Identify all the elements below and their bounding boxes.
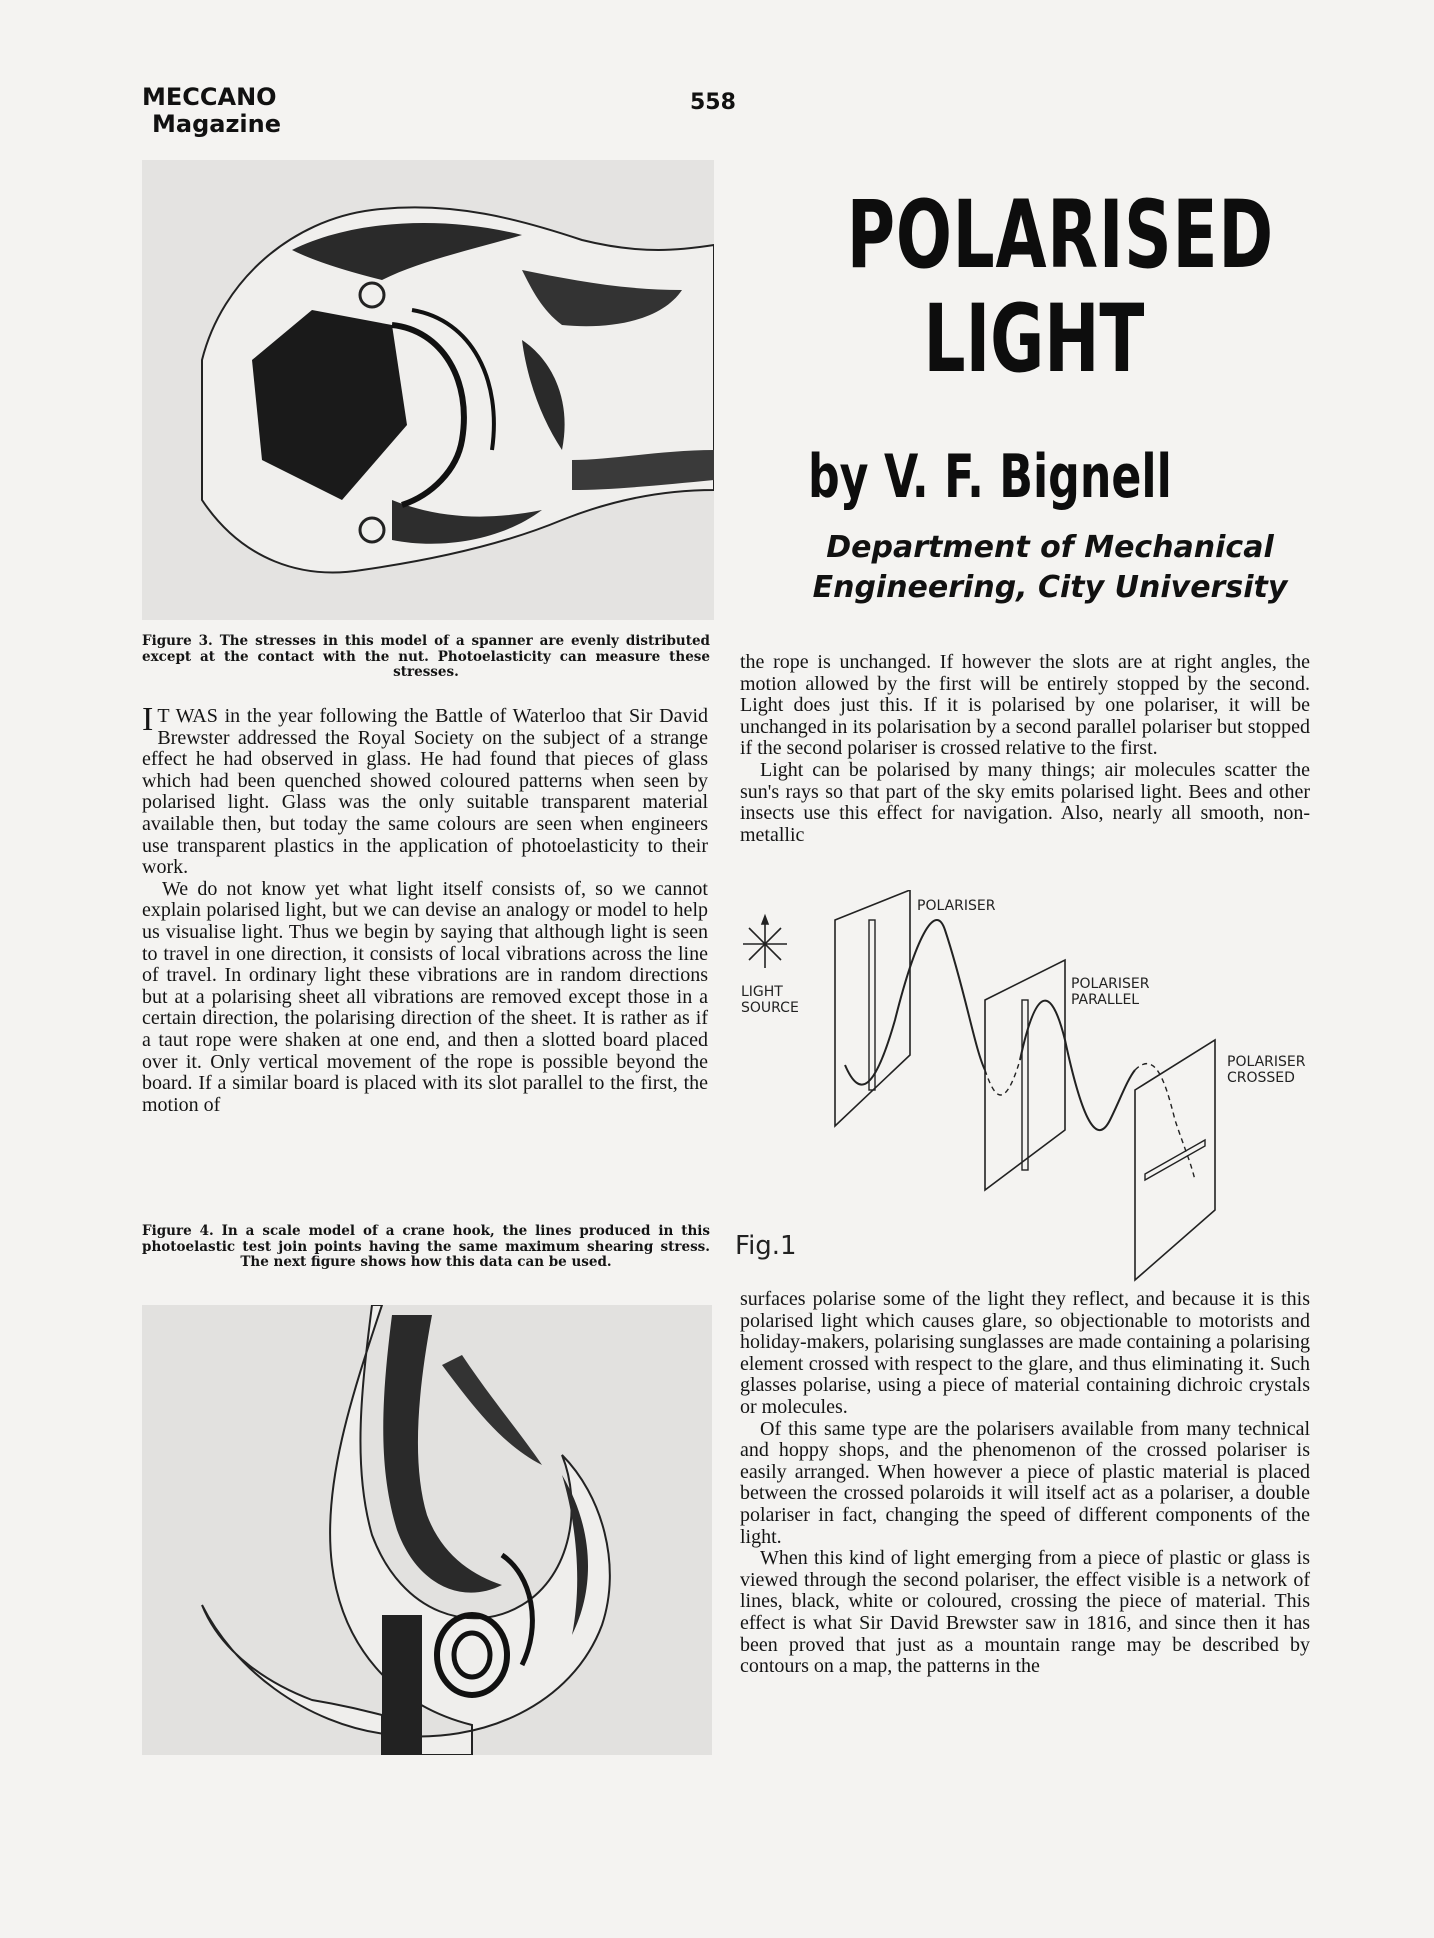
light-wave bbox=[845, 920, 985, 1085]
right-column-bottom-text bbox=[740, 1289, 1310, 1678]
paragraph-rope-continued: the rope is unchanged. If however the slots are at right angles, the motion allowed by the first will be entirely stopped by the second. Light does just this. If it is polarised by one polariser, it will be unchanged in its polarisation by a second parallel polariser but stopped if the second polariser is crossed relative to the first. bbox=[740, 651, 1310, 760]
paragraph-hobby-polarisers: Of this same type are the polarisers available from many technical and hoppy shops, and the phenomenon of the crossed polariser is easily arranged. When however a piece of plastic material is placed between the crossed polaroids it will itself act as a polariser, a double polariser in fact, changing the speed of different components of the light. bbox=[740, 1417, 1310, 1548]
paragraph-intro-text: T WAS in the year following the Battle of Waterloo that Sir David Brewster addressed the Royal Society on the subject of a strange effect he had observed in glass. He had found that pieces of glass which had been quenched showed coloured patterns when seen by polarised light. Glass was the only suitable transparent material available then, but today the same colours are seen when engineers use transparent plastics in the application of photoelasticity to their work. bbox=[142, 705, 708, 879]
figure4-caption: Figure 4. In a scale model of a crane hook, the lines produced in this photoelastic test join points having the same maximum shearing stress. The next figure shows how this data can be used. bbox=[142, 1223, 710, 1270]
magazine-masthead bbox=[142, 84, 281, 138]
department-line2: Engineering, City University bbox=[812, 570, 1288, 605]
polariser-diagram bbox=[735, 890, 1325, 1290]
light-source-star-icon bbox=[743, 916, 787, 968]
parallel-polariser-label-line2: PARALLEL bbox=[1071, 992, 1140, 1008]
spanner-photo bbox=[142, 160, 714, 620]
crane-hook-stress-image bbox=[142, 1305, 712, 1755]
light-wave-hidden bbox=[985, 1060, 1020, 1095]
paragraph-fringe-patterns: When this kind of light emerging from a piece of plastic or glass is viewed through the second polariser, the effect visible is a network of lines, black, white or coloured, crossing the piece of material. This effect is what Sir David Brewster saw in 1816, and since then it has been proved that just as a mountain range may be described by contours on a map, the patterns in the bbox=[740, 1547, 1310, 1678]
polariser-slot bbox=[869, 920, 875, 1090]
figure3-caption: Figure 3. The stresses in this model of a spanner are evenly distributed except at the contact with the nut. Photoelasticity can measure these stresses. bbox=[142, 633, 710, 680]
light-source-label-line2: SOURCE bbox=[741, 1000, 799, 1016]
article-byline: by V. F. Bignell bbox=[808, 442, 1172, 512]
article-title-line1: POLARISED bbox=[846, 181, 1274, 290]
author-department bbox=[740, 528, 1360, 608]
page-number: 558 bbox=[690, 90, 736, 115]
polariser-label: POLARISER bbox=[917, 898, 996, 914]
paragraph-intro bbox=[142, 701, 708, 879]
light-source-label-line1: LIGHT bbox=[741, 984, 783, 1000]
paragraph-analogy: We do not know yet what light itself consists of, so we cannot explain polarised light, but we can devise an analogy or model to help us visualise light. Thus we begin by saying that although light is seen to travel in one direction, it consists of local vibrations across the line of travel. In ordinary light these vibrations are in random directions but at a polarising sheet all vibrations are removed except those in a certain direction, the polarising direction of the sheet. It is rather as if a taut rope were shaken at one end, and then a slotted board placed over it. Only vertical movement of the rope is possible beyond the board. If a similar board is placed with its slot parallel to the first, the motion of bbox=[142, 877, 708, 1116]
article-title-line2: LIGHT bbox=[923, 285, 1145, 394]
spanner-stress-image bbox=[142, 160, 714, 620]
figure1-label: Fig.1 bbox=[735, 1231, 797, 1261]
parallel-polariser-plate bbox=[985, 960, 1065, 1190]
light-wave-mid bbox=[1020, 1001, 1135, 1130]
crossed-polariser-plate bbox=[1135, 1040, 1215, 1280]
drop-cap: I bbox=[142, 701, 154, 738]
parallel-polariser-slot bbox=[1022, 1000, 1028, 1170]
crane-hook-photo bbox=[142, 1305, 712, 1755]
right-column-top-text bbox=[740, 652, 1310, 846]
magazine-name-line2: Magazine bbox=[152, 110, 282, 138]
parallel-polariser-label-line1: POLARISER bbox=[1071, 976, 1150, 992]
department-line1: Department of Mechanical bbox=[826, 530, 1274, 565]
paragraph-sources-of-polarisation: Light can be polarised by many things; air molecules scatter the sun's rays so that part of the sky emits polarised light. Bees and other insects use this effect for navigation. Also, nearly all smooth, non-metallic bbox=[740, 758, 1310, 846]
left-column-text bbox=[142, 701, 708, 1116]
crossed-polariser-label-line2: CROSSED bbox=[1227, 1070, 1295, 1086]
magazine-name-line1: MECCANO bbox=[142, 83, 277, 111]
crossed-polariser-slot bbox=[1145, 1140, 1205, 1180]
crossed-polariser-label-line1: POLARISER bbox=[1227, 1054, 1306, 1070]
paragraph-glare: surfaces polarise some of the light they reflect, and because it is this polarised light which causes glare, so objectionable to motorists and holiday-makers, polarising sunglasses are made containing a polarising element crossed with respect to the glare, and thus eliminating it. Such glasses polarise, using a piece of material containing dichroic crystals or molecules. bbox=[740, 1288, 1310, 1418]
